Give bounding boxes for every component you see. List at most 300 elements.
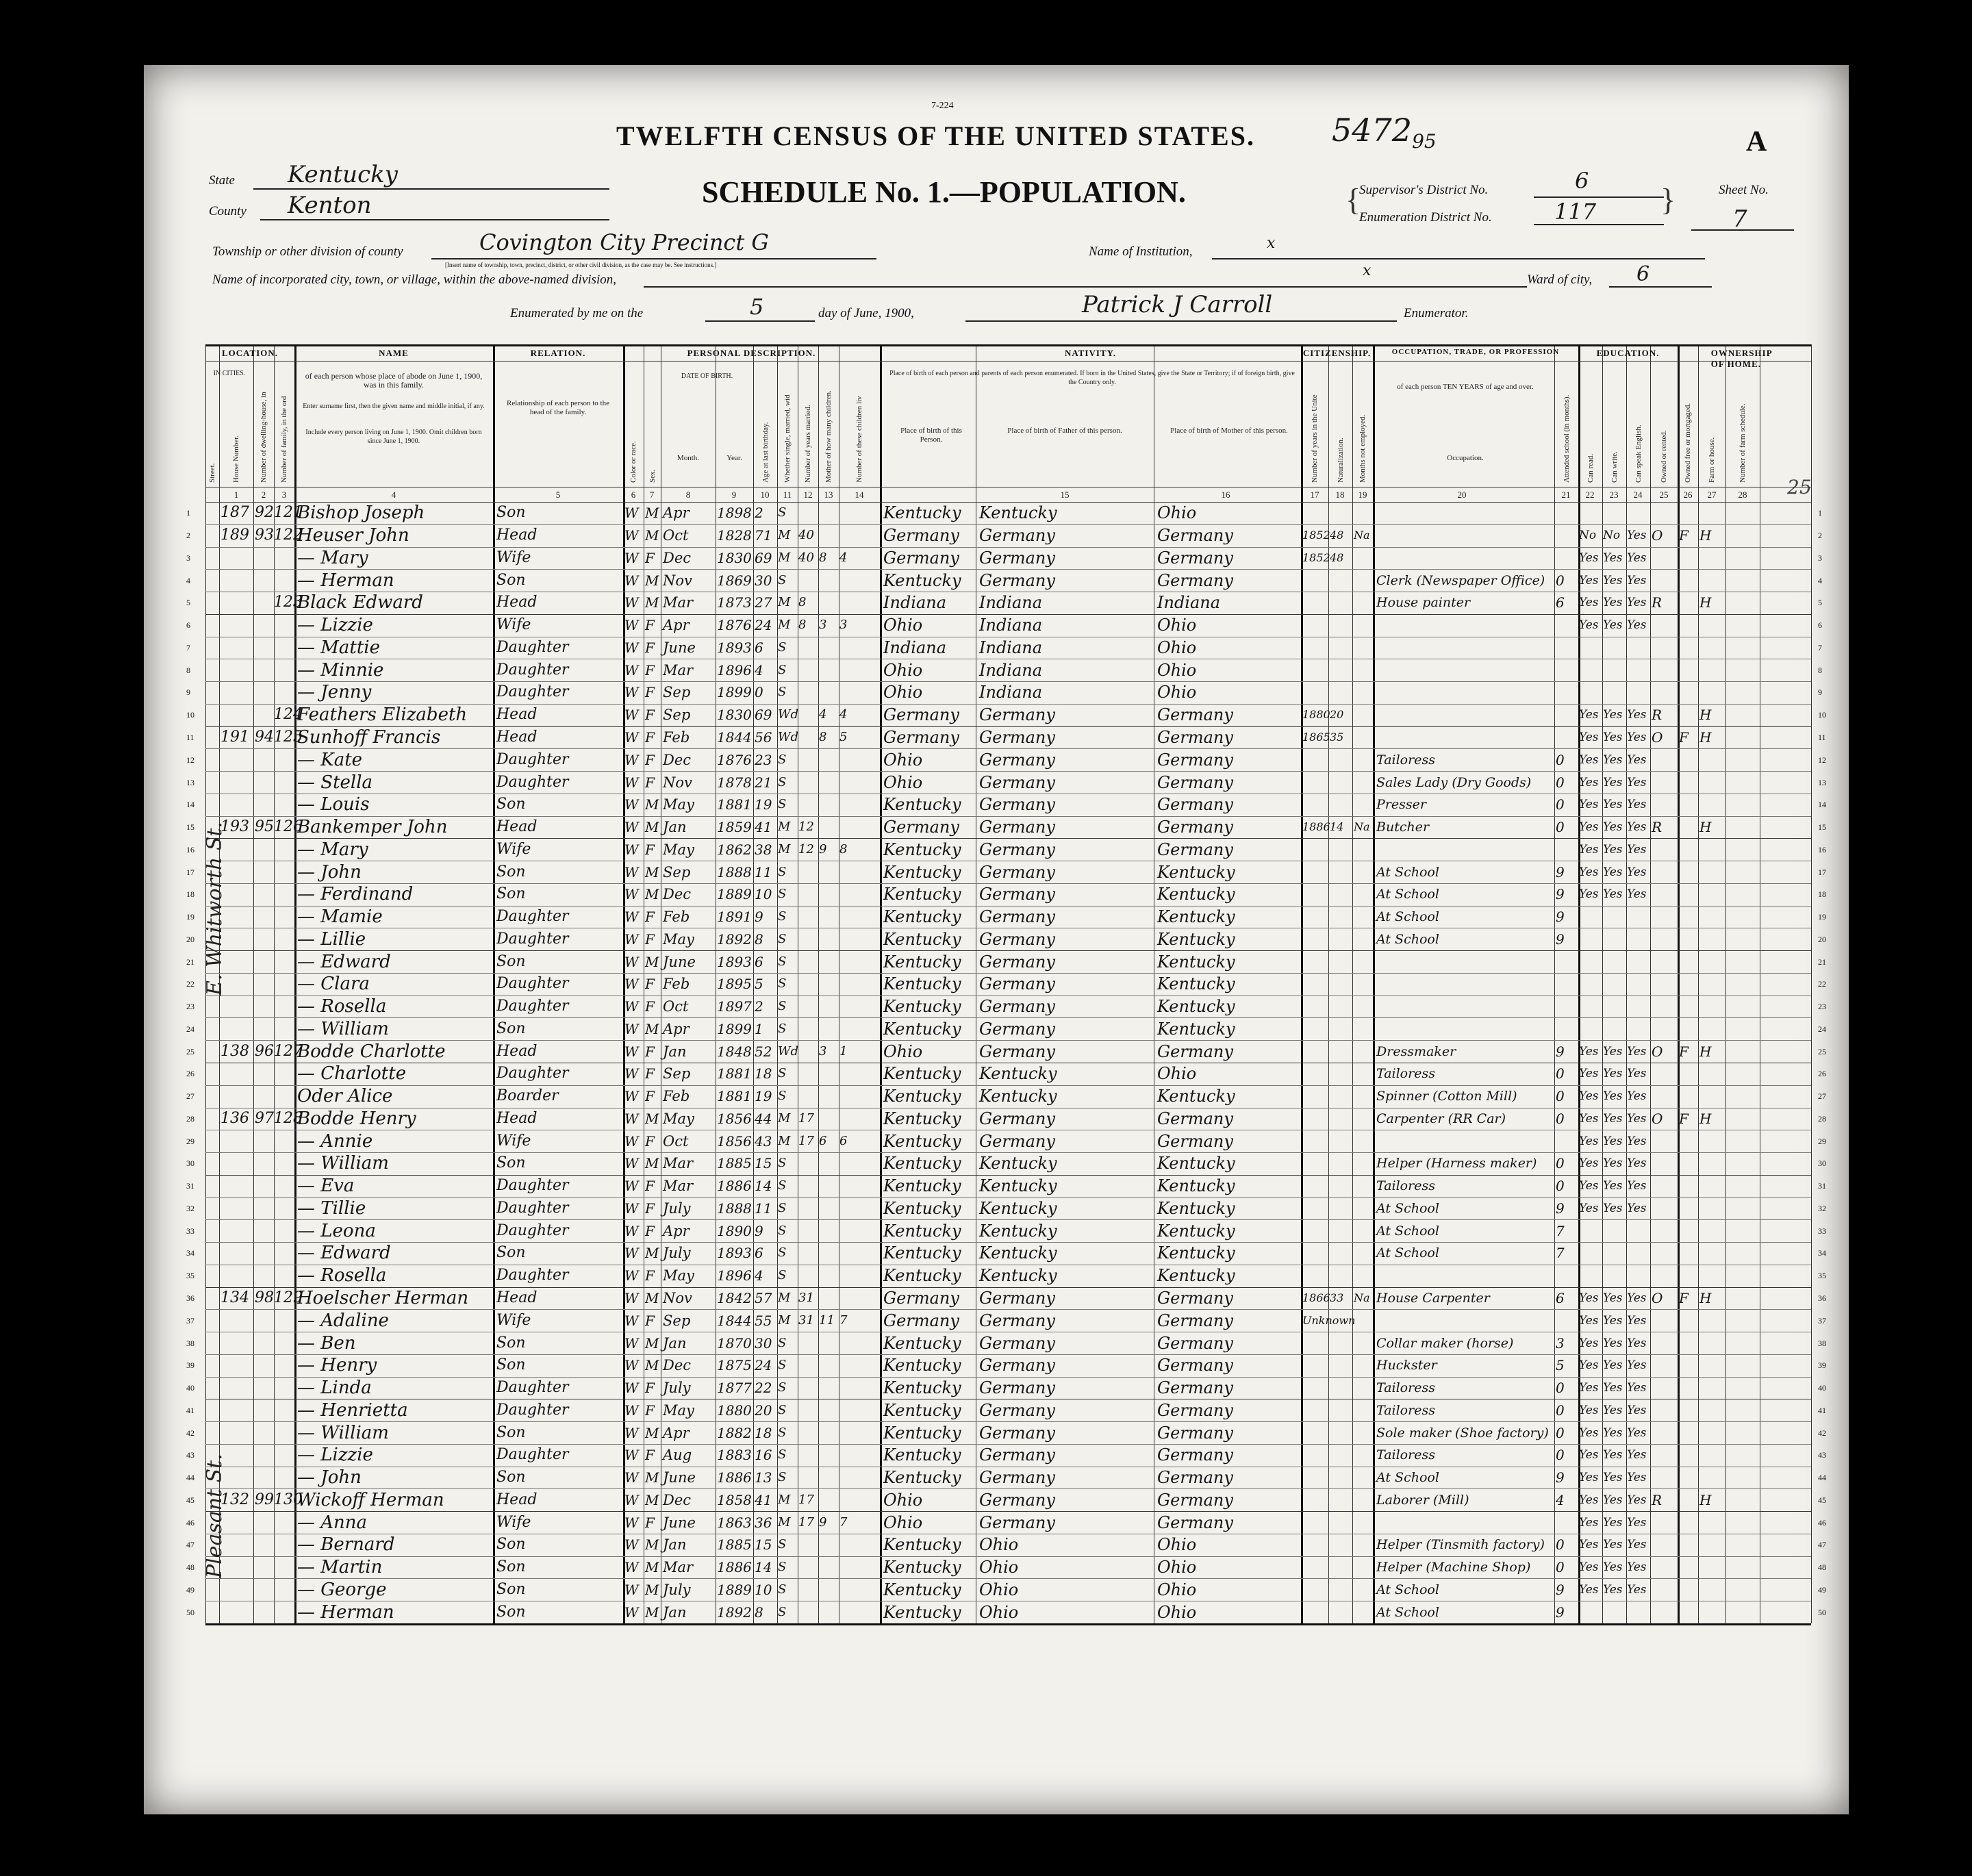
table-cell: W [624,1289,639,1306]
table-cell: May [663,796,694,813]
row-number: 21 [186,956,194,967]
table-cell: Huckster [1376,1358,1437,1373]
table-cell: Daughter [496,1199,569,1217]
table-cell: W [624,1559,639,1576]
table-cell: Yes [1627,752,1647,767]
row-number: 37 [1818,1315,1826,1326]
table-cell: 98 [255,1289,274,1306]
table-cell: Yes [1579,865,1599,879]
table-cell: 71 [755,527,772,544]
table-cell: M [645,1289,659,1306]
table-cell: 1 [839,1043,848,1059]
table-cell: S [778,662,787,677]
table-cell: Yes [1603,1448,1623,1462]
table-cell: 3 [819,618,827,633]
table-cell: Sep [663,1065,691,1082]
table-cell: Yes [1603,798,1623,812]
table-cell: S [778,864,787,879]
table-cell: W [624,1043,639,1060]
vertical-column-label: Mother of how many children. [824,390,833,483]
table-cell: Kentucky [883,1221,961,1241]
table-cell: Yes [1627,618,1647,633]
table-cell: 1858 [717,1491,752,1508]
table-cell: 14 [755,1559,772,1576]
table-cell: Yes [1603,1403,1623,1417]
table-cell: Germany [979,929,1055,949]
table-cell: 1830 [717,549,752,566]
table-cell: Kentucky [883,1445,961,1465]
township-value: Covington City Precinct G [479,229,769,255]
table-cell: Son [496,796,526,813]
table-cell: Indiana [979,593,1043,613]
table-cell: 1886 [717,1469,752,1486]
row-number: 44 [186,1473,194,1483]
row-number: 39 [1818,1360,1826,1371]
table-cell: Yes [1603,820,1623,835]
table-cell: 0 [1556,1424,1565,1441]
table-cell: Yes [1579,1313,1599,1328]
table-cell: 1893 [717,639,752,656]
row-number: 41 [186,1405,194,1415]
table-cell: 1 [755,1020,763,1037]
table-cell: O [1652,1289,1663,1306]
table-cell: Indiana [883,637,947,657]
table-cell: Kentucky [979,1176,1057,1196]
table-cell: Germany [979,1468,1055,1488]
table-cell: Sep [663,684,691,701]
table-cell: Yes [1579,1291,1599,1305]
table-cell: Kentucky [979,503,1057,523]
table-cell: F [645,1402,655,1419]
table-cell: 94 [255,728,274,746]
row-number: 29 [1818,1136,1826,1146]
table-cell: Yes [1627,775,1647,789]
table-cell: Yes [1627,1425,1647,1440]
table-cell: Apr [663,505,690,522]
table-cell: Yes [1627,596,1647,610]
table-cell: Germany [979,1288,1055,1308]
row-number: 6 [1818,620,1822,631]
table-cell: M [645,863,659,880]
table-cell: W [624,1536,639,1554]
table-cell: Son [496,504,526,522]
table-cell: W [624,796,639,813]
enumeration-label: Enumeration District No. [1359,210,1492,225]
table-cell: M [645,1110,659,1127]
table-cell: M [778,1492,791,1507]
table-cell: Yes [1579,550,1599,565]
row-number: 21 [1818,956,1826,967]
table-cell: Nov [663,774,692,791]
table-cell: Wd [778,729,799,744]
table-cell: W [624,527,639,544]
table-cell: Yes [1579,1179,1599,1193]
grid-column-line [753,344,754,1623]
table-cell: — Tillie [297,1197,366,1219]
table-cell: Germany [979,1512,1055,1532]
table-cell: Yes [1627,1471,1647,1485]
table-cell: F [645,684,655,701]
table-cell: Ohio [979,1580,1019,1599]
table-cell: W [624,1424,639,1441]
table-cell: F [645,1132,655,1150]
table-cell: 138 [220,1042,249,1060]
table-cell: F [1679,728,1689,746]
column-number: 22 [1585,490,1595,500]
table-cell: 123 [274,594,303,611]
table-cell: Son [496,863,526,880]
table-cell: Germany [979,1131,1055,1151]
table-cell: 20 [755,1402,772,1419]
table-cell: M [645,1357,659,1374]
table-cell: Ohio [1157,637,1197,657]
table-cell: 1842 [717,1289,752,1306]
grid-column-line [1650,344,1651,1623]
table-cell: 1882 [717,1424,752,1441]
table-cell: Na [1354,1291,1370,1304]
table-cell: Germany [979,1423,1055,1443]
table-cell: Yes [1579,1336,1599,1350]
table-cell: Tailoress [1376,1178,1435,1194]
table-cell: — William [297,1153,389,1174]
vertical-column-label: Street. [208,463,216,483]
table-cell: Son [496,885,526,903]
table-cell: 95 [255,818,274,836]
table-cell: July [663,1581,691,1598]
table-cell: 97 [255,1109,274,1127]
table-cell: Kentucky [1157,1019,1235,1039]
table-cell: Kentucky [883,907,961,927]
table-cell: Yes [1579,775,1599,789]
column-number: 9 [731,490,737,500]
table-cell: 1875 [717,1357,752,1374]
year-header: Year. [726,454,742,462]
table-cell: Butcher [1376,820,1430,835]
table-cell: At School [1376,1200,1439,1216]
table-cell: Son [496,952,526,970]
table-cell: 4 [819,707,827,722]
table-cell: 30 [755,572,772,589]
table-cell: — Louis [297,794,370,815]
table-cell: M [645,1334,659,1352]
table-cell: 1880 [1302,708,1330,722]
table-cell: Kentucky [883,570,961,590]
column-number: 13 [824,490,833,500]
table-cell: Oct [663,998,689,1015]
table-cell: W [624,707,639,724]
table-cell: Ohio [1157,1535,1197,1555]
table-cell: 122 [274,527,303,544]
table-cell: 9 [1556,1581,1565,1598]
row-number: 28 [1818,1113,1826,1124]
table-cell: — Eva [297,1176,355,1197]
table-cell: Feathers Elizabeth [297,705,468,726]
relation-description: Relationship of each person to the head of the family. [507,399,609,416]
table-cell: M [645,1155,659,1172]
table-cell: Kentucky [883,1356,961,1376]
table-cell: 1885 [717,1536,752,1554]
table-cell: Dressmaker [1376,1043,1456,1059]
table-cell: Yes [1579,887,1599,902]
table-cell: Germany [1157,1378,1233,1398]
table-cell: S [778,1268,787,1283]
table-cell: 6 [1556,1289,1565,1306]
table-cell: Germany [979,548,1055,568]
table-cell: Yes [1603,1291,1623,1305]
table-cell: June [663,639,696,656]
table-cell: Yes [1579,708,1599,722]
table-cell: 23 [755,751,772,768]
table-cell: Dec [663,751,692,768]
table-cell: Germany [1157,1041,1233,1061]
table-cell: Kentucky [1157,1198,1235,1218]
row-number: 34 [1818,1248,1826,1258]
table-cell: 3 [839,618,848,633]
table-cell: Mar [663,1178,694,1195]
column-number: 12 [803,490,813,500]
table-cell: Son [496,1334,526,1352]
table-cell: Yes [1627,1156,1647,1171]
enumerator-signature: Patrick J Carroll [1082,291,1273,318]
row-number: 48 [1818,1562,1826,1573]
table-cell: 17 [798,1514,814,1530]
row-number: 26 [1818,1069,1826,1079]
table-cell: Yes [1579,1582,1599,1597]
table-cell: Ohio [1157,1580,1197,1599]
table-cell: Germany [979,907,1055,927]
vertical-column-label: Months not employed. [1358,414,1367,483]
table-cell: S [778,639,787,655]
table-cell: Son [496,1469,526,1486]
vertical-column-label: Can speak English. [1634,424,1643,483]
supervisor-underline [1534,197,1664,198]
column-group-header: NATIVITY. [1064,348,1117,358]
table-cell: Germany [979,772,1055,792]
table-cell: 7 [839,1313,848,1328]
birth-person-header: Place of birth of this Person. [900,427,962,444]
table-cell: Kentucky [883,795,961,815]
table-cell: 136 [220,1109,249,1127]
table-cell: Germany [883,526,959,546]
table-cell: Germany [979,997,1055,1017]
table-cell: Indiana [979,616,1043,635]
table-cell: 1870 [717,1334,752,1352]
table-cell: M [778,1313,791,1328]
row-number: 4 [1818,575,1822,585]
table-cell: Daughter [496,1379,569,1397]
table-cell: F [645,751,655,768]
table-cell: 7 [839,1514,848,1530]
row-number: 11 [186,732,194,742]
table-cell: Wife [496,548,531,566]
grid-border-line [205,1623,1811,1625]
table-cell: 0 [1556,1110,1565,1127]
table-cell: 1891 [717,909,752,926]
table-cell: 1897 [717,998,752,1015]
table-cell: — Clara [297,974,370,995]
township-label: Township or other division of county [212,244,403,259]
table-cell: Kentucky [883,885,961,904]
vertical-column-label: Can read. [1586,453,1595,483]
population-table [186,344,1826,1623]
table-cell: — Minnie [297,659,384,681]
table-cell: 9 [755,1222,763,1239]
row-number: 30 [1818,1158,1826,1169]
row-number: 2 [186,531,190,541]
table-cell: 44 [755,1110,772,1127]
table-cell: Hoelscher Herman [297,1287,469,1308]
table-cell: Oct [663,1132,689,1150]
table-cell: July [663,1245,691,1262]
table-cell: 19 [755,1088,772,1105]
table-cell: W [624,1065,639,1082]
table-cell: Germany [1157,1288,1233,1308]
table-cell: 10 [755,1581,772,1598]
column-number: 25 [1659,490,1669,500]
table-cell: 1880 [717,1402,752,1419]
table-cell: 1881 [717,1088,752,1105]
table-cell: Tailoress [1376,1380,1435,1396]
table-cell: 31 [798,1290,814,1305]
table-cell: Oct [663,527,689,544]
table-cell: Kentucky [979,1266,1057,1286]
table-cell: Ohio [883,1041,923,1061]
table-cell: 17 [798,1133,814,1148]
table-cell: Kentucky [883,1243,961,1263]
table-cell: W [624,549,639,566]
table-cell: Daughter [496,930,569,948]
table-cell: Germany [979,1333,1055,1353]
table-cell: Feb [663,909,690,926]
table-cell: H [1699,1043,1712,1060]
table-cell: Ohio [883,1512,923,1532]
table-cell: W [624,1155,639,1172]
table-cell: Germany [1157,1310,1233,1330]
table-cell: Kentucky [883,839,961,859]
table-cell: — Henry [297,1355,377,1376]
table-cell: 5 [755,976,763,993]
institution-label: Name of Institution, [1089,244,1193,259]
table-cell: 22 [755,1380,772,1397]
table-cell: Yes [1603,730,1623,744]
table-cell: H [1699,1289,1712,1306]
table-cell: Yes [1603,1313,1623,1328]
sheet-label: Sheet No. [1719,183,1769,197]
table-cell: W [624,1312,639,1329]
institution-value: x [1267,235,1276,252]
table-cell: W [624,953,639,970]
table-cell: Ohio [1157,1558,1197,1577]
table-cell: 132 [220,1491,249,1508]
table-cell: At School [1376,1245,1439,1261]
table-cell: 121 [274,504,303,522]
vertical-column-label: Number of years married. [804,405,812,483]
table-cell: Germany [979,750,1055,770]
table-cell: Yes [1579,1493,1599,1507]
table-cell: May [663,1402,694,1419]
table-cell: Yes [1627,1089,1647,1104]
table-cell: 0 [1556,1402,1565,1419]
row-number: 29 [186,1136,194,1146]
row-number: 47 [1818,1540,1826,1550]
column-number: 17 [1310,490,1319,500]
table-cell: S [778,1358,787,1373]
table-cell: 189 [220,527,249,544]
table-cell: Yes [1603,573,1623,587]
vertical-column-label: Number of farm schedule. [1739,403,1747,483]
vertical-column-label: Owned free or mortgaged. [1684,403,1692,483]
table-cell: Germany [979,795,1055,815]
table-cell: — Henrietta [297,1399,408,1421]
table-cell: H [1699,728,1712,746]
table-cell: Helper (Tinsmith factory) [1376,1537,1545,1553]
table-cell: Kentucky [883,1154,961,1174]
row-number: 42 [1818,1428,1826,1438]
table-cell: W [624,617,639,634]
table-cell: M [645,796,659,813]
column-number: 1 [233,490,239,500]
grid-column-line [1352,344,1353,1623]
table-cell: 35 [1330,730,1344,744]
table-cell: W [624,909,639,926]
table-cell: Yes [1579,1403,1599,1417]
row-number: 9 [1818,687,1822,698]
table-cell: Kentucky [883,1580,961,1599]
table-cell: Yes [1603,1089,1623,1104]
table-cell: 187 [220,504,249,522]
table-cell: 1852 [1302,529,1330,542]
row-number: 13 [1818,777,1826,787]
table-cell: 19 [755,796,772,813]
column-group-header: OCCUPATION, TRADE, OR PROFESSION [1391,348,1560,356]
table-cell: M [645,1536,659,1554]
table-cell: Yes [1603,550,1623,565]
row-number: 27 [1818,1091,1826,1102]
table-cell: Yes [1579,1067,1599,1081]
census-sheet [144,65,1849,1814]
row-number: 17 [186,867,194,877]
table-cell: — Rosella [297,996,387,1017]
table-cell: Yes [1579,1358,1599,1373]
table-cell: F [645,1200,655,1217]
page-title: TWELFTH CENSUS OF THE UNITED STATES. [616,121,1255,151]
table-cell: Daughter [496,683,569,701]
row-number: 12 [1818,755,1826,765]
row-number: 32 [186,1203,194,1213]
row-number: 43 [1818,1450,1826,1460]
table-cell: Daughter [496,908,569,926]
table-cell: Mar [663,661,694,679]
table-cell: At School [1376,931,1439,947]
table-cell: Germany [1157,1423,1233,1443]
table-cell: Ohio [1157,1064,1197,1084]
row-number: 33 [186,1226,194,1236]
row-number: 50 [186,1607,194,1617]
table-cell: Aug [663,1447,692,1464]
table-cell: R [1652,707,1663,724]
table-cell: F [1679,1110,1689,1127]
table-cell: 5 [839,729,848,744]
table-cell: M [645,1604,659,1621]
table-cell: Yes [1603,1067,1623,1081]
table-cell: Germany [979,705,1055,725]
table-cell: Kentucky [1157,885,1235,904]
column-number: 23 [1609,490,1619,500]
table-cell: W [624,728,639,746]
table-cell: May [663,1267,694,1284]
table-cell: Kentucky [883,862,961,882]
table-cell: M [645,886,659,903]
